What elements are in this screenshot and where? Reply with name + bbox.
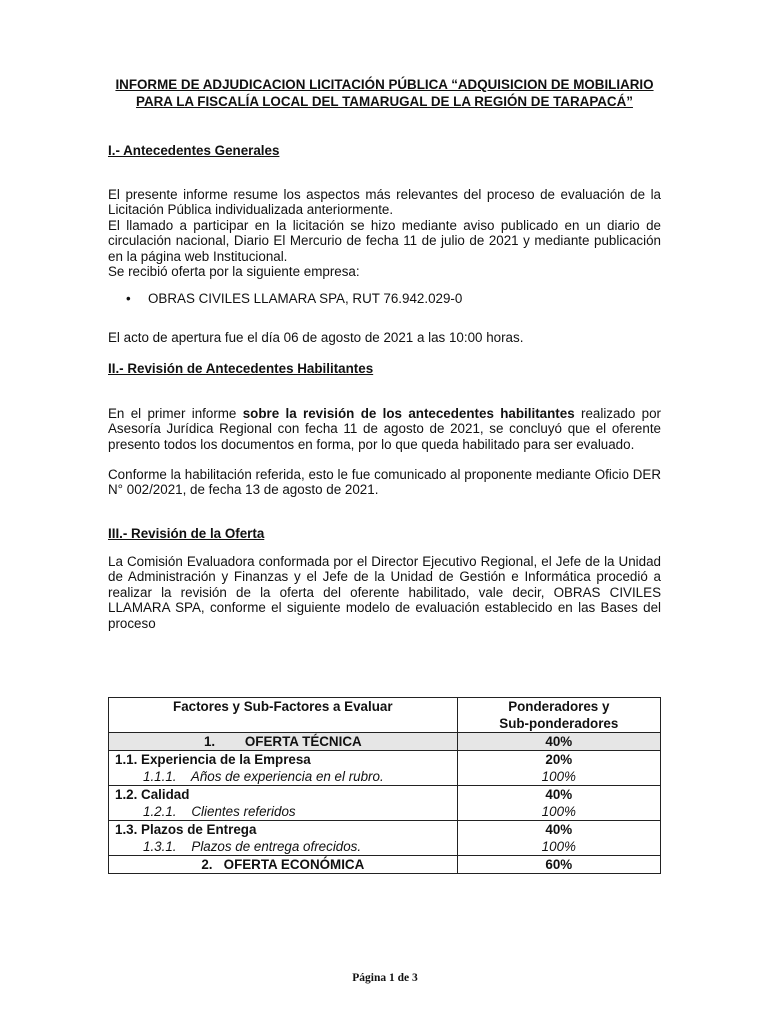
value-cell: [457, 821, 660, 856]
table-row: [109, 821, 661, 856]
list-item: [108, 291, 661, 307]
text-span: En el primer informe: [108, 405, 243, 421]
paragraph: La Comisión Evaluadora conformada por el Director Ejecutivo Regional, el Jefe de la Unidad de Administración y Finanzas y el Jefe de la Unidad de Gestión e Informática procedió a realizar la revisión de la oferta del oferente habilitado, vale decir, OBRAS CIVILES LLAMARA SPA, conforme el siguiente modelo de evaluación establecido en las Bases del proceso: [108, 553, 661, 631]
factor-value: 40%: [545, 822, 573, 837]
subfactor-value: 100%: [541, 769, 576, 784]
factor-label: 1.1. Experiencia de la Empresa: [115, 752, 311, 767]
factor-cell: [109, 821, 458, 856]
header-line: Sub-ponderadores: [499, 716, 619, 731]
value-cell: [457, 786, 660, 821]
table-header-factores: Factores y Sub-Factores a Evaluar: [109, 698, 458, 733]
paragraph: El presente informe resume los aspectos más relevantes del proceso de evaluación de la Licitación Pública individualizada anteriormente.: [108, 187, 661, 218]
paragraph: El llamado a participar en la licitación se hizo mediante aviso publicado en un diario de circulación nacional, Diario El Mercurio de fecha 11 de julio de 2021 y mediante publicación en la página web Institucional.: [108, 217, 661, 264]
subfactor-value: 100%: [541, 839, 576, 854]
paragraph: Conforme la habilitación referida, esto le fue comunicado al proponente mediante Oficio DER N° 002/2021, de fecha 13 de agosto de 2021.: [108, 467, 661, 498]
factor-label: 1. OFERTA TÉCNICA: [109, 733, 458, 751]
bullet-icon: •: [126, 291, 131, 307]
evaluation-table: [108, 697, 661, 874]
company-name: OBRAS CIVILES LLAMARA SPA, RUT 76.942.029-0: [148, 291, 463, 307]
section-heading-habilitantes: II.- Revisión de Antecedentes Habilitantes: [108, 360, 374, 376]
document-title: INFORME DE ADJUDICACION LICITACIÓN PÚBLICA “ADQUISICION DE MOBILIARIO PARA LA FISCALÍA LOCAL DEL TAMARUGAL DE LA REGIÓN DE TARAPACÁ”: [115, 77, 654, 109]
header-line: Ponderadores y: [508, 699, 610, 714]
factor-cell: [109, 786, 458, 821]
table-header-row: [109, 698, 661, 733]
factor-value: 20%: [545, 752, 573, 767]
value-cell: [457, 751, 660, 786]
table-header-ponderadores: [457, 698, 660, 733]
section-heading-oferta: III.- Revisión de la Oferta: [108, 525, 265, 541]
factor-label: 1.3. Plazos de Entrega: [115, 822, 257, 837]
subfactor-label: 1.3.1. Plazos de entrega ofrecidos.: [143, 839, 362, 854]
document-body: [108, 76, 661, 631]
factor-label: 1.2. Calidad: [115, 787, 190, 802]
subfactor-label: 1.1.1. Años de experiencia en el rubro.: [143, 769, 384, 784]
factor-value: 40%: [545, 787, 573, 802]
table-row: [109, 751, 661, 786]
factor-cell: [109, 751, 458, 786]
company-list: [108, 291, 661, 307]
table-row: [109, 786, 661, 821]
factor-label: 2. OFERTA ECONÓMICA: [109, 856, 458, 874]
section-heading-antecedentes: I.- Antecedentes Generales: [108, 143, 280, 158]
paragraph: [108, 406, 661, 452]
paragraph: El acto de apertura fue el día 06 de agosto de 2021 a las 10:00 horas.: [108, 330, 524, 346]
factor-value: 40%: [457, 733, 660, 751]
table-row: [109, 733, 661, 751]
paragraph: Se recibió oferta por la siguiente empresa:: [108, 264, 360, 280]
table-row: [109, 856, 661, 874]
bold-text-span: sobre la revisión de los antecedentes habilitantes: [242, 405, 575, 421]
page-number: Página 1 de 3: [352, 972, 418, 984]
factor-value: 60%: [457, 856, 660, 874]
text-span: realizado por Asesoría Jurídica Regional con fecha 11 de agosto de 2021, se concluyó que el oferente presento todos los documentos en forma, por lo que queda habilitado para ser evaluado.: [108, 405, 662, 452]
subfactor-value: 100%: [541, 804, 576, 819]
subfactor-label: 1.2.1. Clientes referidos: [143, 804, 296, 819]
